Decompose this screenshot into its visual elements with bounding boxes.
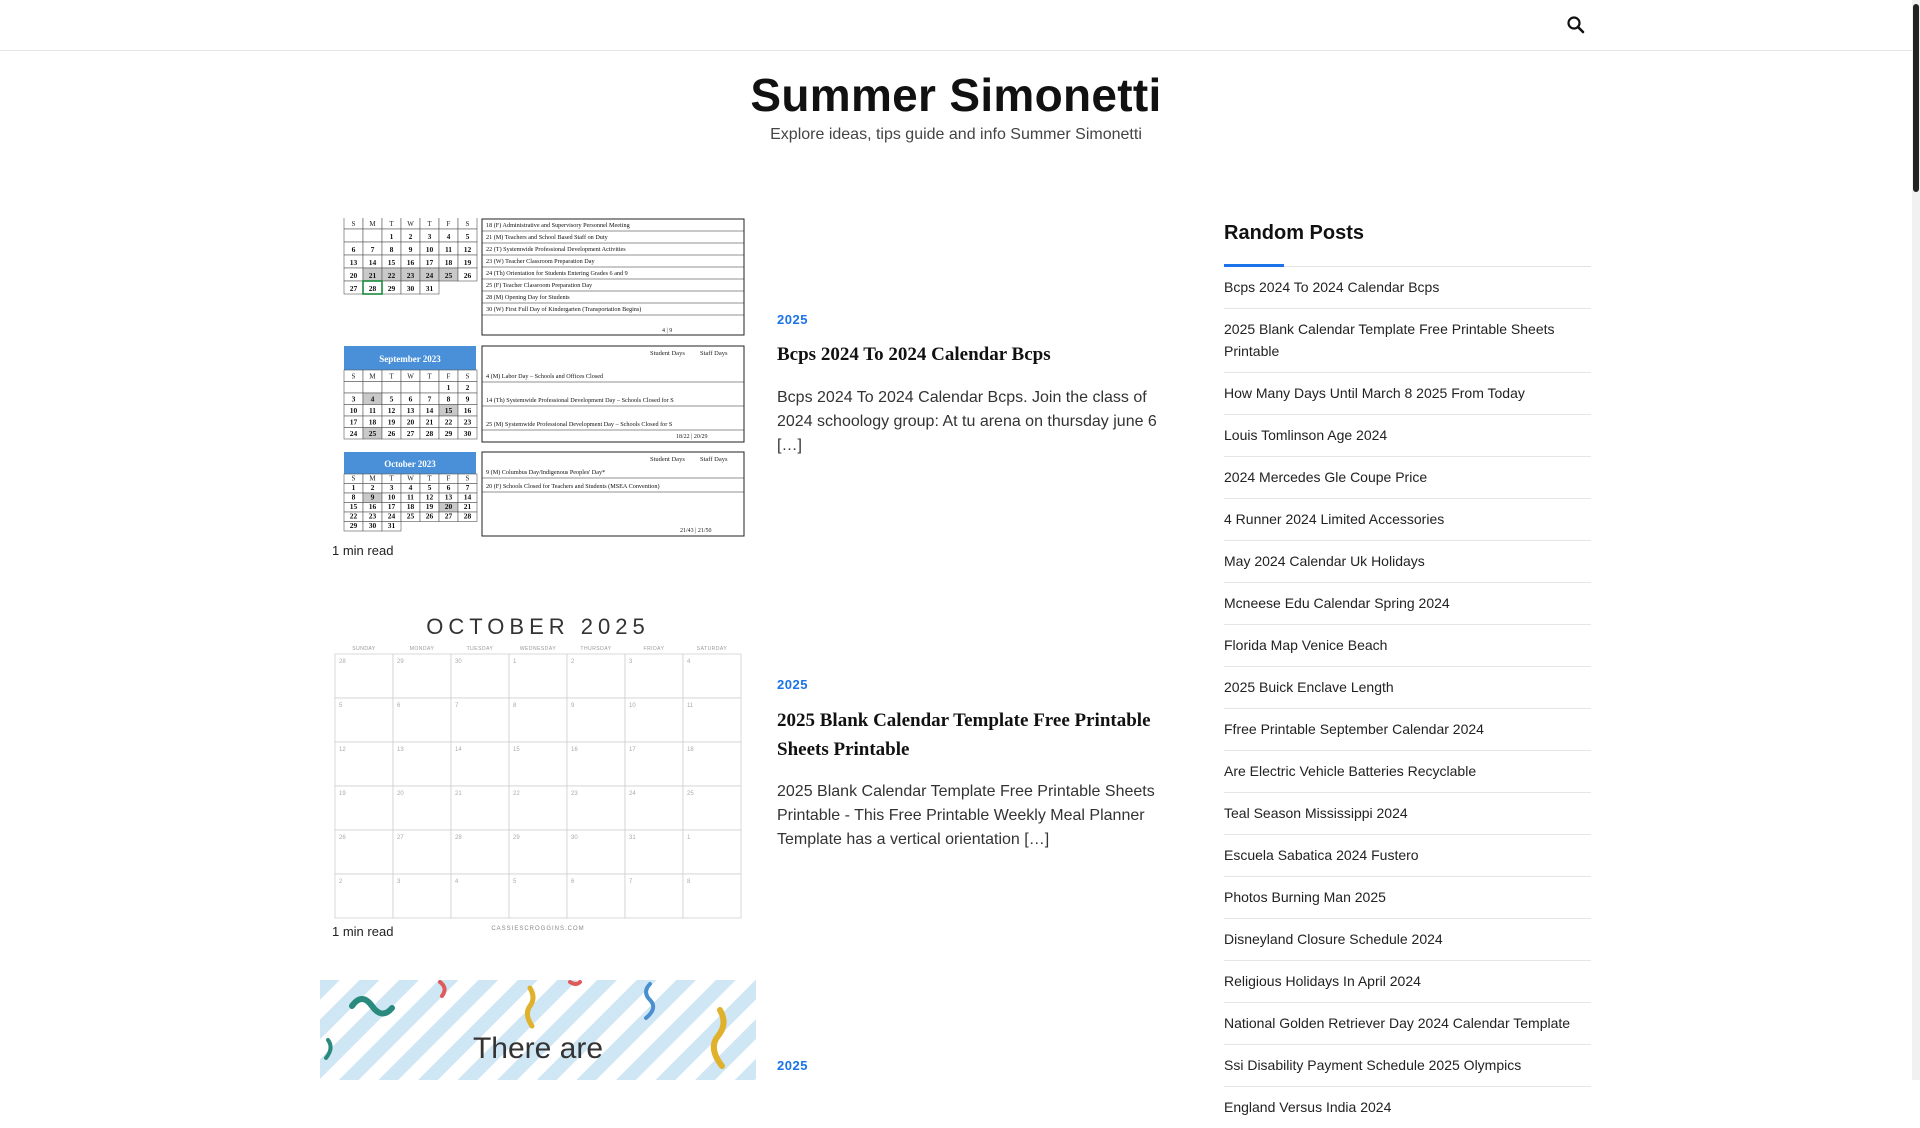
- random-post-link[interactable]: How Many Days Until March 8 2025 From Today: [1224, 373, 1591, 415]
- calendar-weekday-label: M: [369, 372, 376, 381]
- search-button[interactable]: [1564, 13, 1588, 37]
- event-row-text: 23 (W) Teacher Classroom Preparation Day: [486, 258, 595, 265]
- post-category-link[interactable]: 2025: [777, 1058, 808, 1073]
- event-row-text: 9 (M) Columbus Day/Indigenous Peoples' Day*: [486, 469, 606, 476]
- october-calendar-grid: [344, 474, 477, 531]
- calendar-day-number: 2: [370, 483, 375, 492]
- calendar-day-number: 16: [368, 502, 377, 511]
- calendar-image: [320, 218, 756, 538]
- blank-day-number: 27: [397, 835, 404, 841]
- calendar-day-number: 14: [368, 258, 377, 267]
- calendar-day-number: 5: [389, 394, 394, 404]
- random-post-link[interactable]: Mcneese Edu Calendar Spring 2024: [1224, 583, 1591, 625]
- calendar-day-number: 31: [387, 521, 396, 530]
- blank-day-cell: [567, 654, 625, 698]
- calendar-day-number: 6: [408, 394, 413, 404]
- calendar-day-number: 19: [425, 502, 434, 511]
- calendar-day-number: 10: [349, 406, 358, 415]
- blank-day-number: 22: [513, 791, 520, 797]
- calendar-day-number: 26: [425, 511, 434, 521]
- col-student-days-2: Student Days: [650, 456, 685, 463]
- october-events-table: [482, 469, 744, 492]
- september-calendar-grid: [344, 370, 477, 439]
- calendar-day-number: 24: [387, 511, 396, 521]
- blank-day-number: 18: [687, 747, 694, 753]
- blank-day-number: 12: [339, 747, 346, 753]
- calendar-day-number: 22: [444, 417, 453, 427]
- blank-weekday-label: SUNDAY: [352, 646, 376, 652]
- blank-day-number: 29: [397, 659, 404, 665]
- calendar-weekday-label: F: [446, 372, 451, 381]
- calendar-day-number: 27: [406, 429, 415, 438]
- sidebar-random-posts: [1224, 218, 1591, 1128]
- random-post-link[interactable]: Louis Tomlinson Age 2024: [1224, 415, 1591, 457]
- blank-day-number: 30: [455, 659, 462, 665]
- calendar-weekday-label: M: [369, 474, 376, 483]
- blank-day-cell: [567, 698, 625, 742]
- banner-image: [320, 980, 756, 1080]
- banner-text: There are: [472, 1032, 604, 1065]
- post-category-link[interactable]: 2025: [777, 677, 808, 692]
- blank-day-number: 6: [397, 703, 401, 709]
- post-excerpt: Bcps 2024 To 2024 Calendar Bcps. Join the class of 2024 schoology group: At tu arena on thursday june 6 […]: [777, 389, 1157, 454]
- calendar-day-number: 22: [349, 511, 358, 521]
- blank-day-number: 7: [629, 879, 633, 885]
- event-row-text: 18 (F) Administrative and Supervisory Personnel Meeting: [486, 222, 630, 229]
- blank-day-number: 30: [571, 835, 578, 841]
- blank-calendar-footer: CASSIESCROGGINS.COM: [491, 926, 585, 932]
- calendar-weekday-label: T: [427, 372, 432, 381]
- august-calendar-grid: [344, 218, 477, 294]
- blank-day-number: 21: [455, 791, 462, 797]
- calendar-day-number: 31: [425, 284, 434, 293]
- random-post-link[interactable]: Florida Map Venice Beach: [1224, 625, 1591, 667]
- calendar-day-number: 26: [387, 429, 396, 438]
- blank-day-number: 9: [571, 703, 575, 709]
- calendar-day-number: 1: [389, 232, 394, 241]
- post-category-link[interactable]: 2025: [777, 312, 808, 327]
- calendar-day-number: 3: [351, 394, 356, 404]
- calendar-day-number: 12: [463, 245, 472, 254]
- random-post-link[interactable]: 2024 Mercedes Gle Coupe Price: [1224, 457, 1591, 499]
- calendar-day-number: 23: [463, 417, 472, 427]
- calendar-day-number: 24: [425, 271, 434, 280]
- calendar-empty-cell: [363, 229, 382, 242]
- calendar-day-number: 4: [446, 232, 451, 241]
- random-post-link[interactable]: 2025 Buick Enclave Length: [1224, 667, 1591, 709]
- widget-title-rule: [1224, 264, 1591, 267]
- blank-day-number: 14: [455, 747, 462, 753]
- blank-day-cell: [335, 874, 393, 918]
- calendar-day-number: 26: [463, 271, 472, 280]
- post-thumbnail-banner[interactable]: [320, 980, 756, 1080]
- blank-day-number: 6: [571, 879, 575, 885]
- blank-day-number: 16: [571, 747, 578, 753]
- calendar-day-number: 20: [444, 502, 453, 511]
- blank-weekday-label: SATURDAY: [696, 646, 728, 652]
- calendar-weekday-label: T: [427, 220, 432, 228]
- blank-weekday-label: THURSDAY: [580, 646, 612, 652]
- calendar-day-number: 30: [463, 429, 472, 438]
- oct-counts: 21/43 | 21/50: [680, 528, 712, 534]
- blank-day-number: 3: [397, 879, 401, 885]
- blank-day-number: 17: [629, 747, 636, 753]
- calendar-day-number: 1: [351, 483, 356, 492]
- calendar-day-number: 5: [465, 232, 470, 241]
- blank-day-number: 23: [571, 791, 578, 797]
- calendar-day-number: 24: [349, 429, 358, 438]
- calendar-day-number: 19: [387, 417, 396, 427]
- blank-day-number: 11: [687, 703, 694, 709]
- post-thumbnail-blank-calendar[interactable]: [320, 600, 756, 936]
- random-post-link[interactable]: Religious Holidays In April 2024: [1224, 961, 1591, 1003]
- blank-day-number: 10: [629, 703, 636, 709]
- blank-day-cell: [683, 830, 741, 874]
- blank-day-number: 2: [571, 659, 575, 665]
- blank-day-cell: [567, 874, 625, 918]
- calendar-day-number: 17: [349, 417, 358, 427]
- calendar-day-number: 28: [368, 284, 377, 293]
- calendar-day-number: 16: [406, 258, 415, 267]
- blank-day-cell: [509, 698, 567, 742]
- calendar-day-number: 29: [387, 284, 396, 293]
- calendar-empty-cell: [363, 382, 382, 394]
- blank-day-cell: [393, 874, 451, 918]
- calendar-day-number: 15: [349, 502, 358, 511]
- post-read-time: 1 min read: [332, 924, 394, 939]
- calendar-day-number: 5: [427, 483, 432, 492]
- post-thumbnail-bcps-calendar[interactable]: [320, 218, 756, 538]
- calendar-weekday-label: F: [446, 220, 451, 228]
- calendar-day-number: 29: [444, 429, 453, 438]
- sep-counts: 18/22 | 20/29: [676, 434, 708, 440]
- event-row-text: 4 (M) Labor Day – Schools and Offices Closed: [486, 373, 604, 380]
- calendar-day-number: 25: [444, 271, 453, 280]
- calendar-day-number: 2: [465, 383, 470, 392]
- august-events-table: [482, 222, 744, 315]
- col-staff-days-1: Staff Days: [700, 350, 728, 357]
- calendar-day-number: 6: [446, 483, 451, 492]
- blank-day-cell: [451, 698, 509, 742]
- random-post-link[interactable]: National Golden Retriever Day 2024 Calendar Template: [1224, 1003, 1591, 1045]
- calendar-day-number: 21: [425, 417, 434, 427]
- blank-day-cell: [625, 654, 683, 698]
- blank-day-number: 4: [455, 879, 459, 885]
- random-post-link[interactable]: Are Electric Vehicle Batteries Recyclable: [1224, 751, 1591, 793]
- random-posts-list: [1224, 267, 1591, 1128]
- calendar-day-number: 21: [368, 271, 377, 280]
- random-post-link[interactable]: Photos Burning Man 2025: [1224, 877, 1591, 919]
- blank-day-cell: [683, 874, 741, 918]
- event-row-text: 14 (Th) Systemwide Professional Development Day – Schools Closed for S: [486, 397, 674, 404]
- calendar-day-number: 12: [387, 406, 396, 415]
- calendar-day-number: 27: [349, 284, 358, 293]
- blank-day-number: 4: [687, 659, 691, 665]
- calendar-day-number: 29: [349, 521, 358, 530]
- calendar-weekday-label: T: [389, 474, 394, 483]
- random-post-link[interactable]: England Versus India 2024: [1224, 1099, 1392, 1115]
- page-scrollbar-thumb[interactable]: [1913, 4, 1919, 192]
- blank-day-number: 20: [397, 791, 404, 797]
- blank-day-number: 29: [513, 835, 520, 841]
- september-events-table: [482, 373, 744, 430]
- calendar-day-number: 7: [465, 483, 470, 492]
- calendar-day-number: 20: [349, 271, 358, 280]
- blank-day-cell: [335, 698, 393, 742]
- blank-day-number: 26: [339, 835, 346, 841]
- random-post-link[interactable]: May 2024 Calendar Uk Holidays: [1224, 541, 1591, 583]
- calendar-day-number: 15: [444, 406, 453, 415]
- calendar-day-number: 7: [370, 245, 375, 254]
- blank-day-cell: [683, 654, 741, 698]
- calendar-weekday-label: T: [389, 372, 394, 381]
- calendar-weekday-label: M: [369, 220, 376, 228]
- calendar-weekday-label: F: [446, 474, 451, 483]
- blank-day-number: 15: [513, 747, 520, 753]
- blank-weekday-label: TUESDAY: [466, 646, 494, 652]
- calendar-empty-cell: [344, 382, 363, 394]
- blank-day-number: 8: [687, 879, 691, 885]
- calendar-day-number: 14: [463, 492, 472, 502]
- random-post-link[interactable]: Disneyland Closure Schedule 2024: [1224, 919, 1591, 961]
- calendar-weekday-label: T: [427, 474, 432, 483]
- calendar-day-number: 11: [444, 245, 453, 254]
- calendar-day-number: 28: [463, 511, 472, 521]
- calendar-day-number: 25: [368, 429, 377, 438]
- calendar-day-number: 13: [406, 406, 415, 415]
- calendar-weekday-label: S: [465, 372, 470, 381]
- blank-day-number: 5: [339, 703, 343, 709]
- event-row-text: 28 (M) Opening Day for Students: [486, 294, 570, 301]
- blank-day-cell: [509, 654, 567, 698]
- calendar-day-number: 1: [446, 383, 451, 392]
- calendar-day-number: 2: [408, 232, 413, 241]
- blank-day-number: 8: [513, 703, 517, 709]
- blank-calendar-image: [320, 600, 756, 936]
- calendar-day-number: 3: [389, 483, 394, 492]
- widget-title: Random Posts: [1224, 222, 1365, 244]
- calendar-day-number: 13: [444, 492, 453, 502]
- search-icon[interactable]: [1564, 13, 1588, 37]
- event-row-text: 30 (W) First Full Day of Kindergarten (Transportation Begins): [486, 306, 642, 313]
- calendar-day-number: 10: [425, 245, 434, 254]
- october-label: October 2023: [384, 459, 436, 469]
- random-post-link[interactable]: Bcps 2024 To 2024 Calendar Bcps: [1224, 267, 1591, 309]
- post-excerpt: 2025 Blank Calendar Template Free Printable Sheets Printable - This Free Printable Weekly Meal Planner Template has a vertical orientation […]: [777, 783, 1155, 848]
- blank-day-number: 25: [687, 791, 694, 797]
- random-post-link[interactable]: 4 Runner 2024 Limited Accessories: [1224, 499, 1591, 541]
- calendar-empty-cell: [344, 229, 363, 242]
- calendar-day-number: 10: [387, 492, 396, 502]
- calendar-weekday-label: S: [465, 220, 470, 228]
- col-student-days-1: Student Days: [650, 350, 685, 357]
- blank-day-cell: [393, 698, 451, 742]
- calendar-weekday-label: W: [407, 372, 414, 381]
- blank-day-number: 13: [397, 747, 404, 753]
- calendar-day-number: 18: [368, 417, 377, 427]
- random-post-link[interactable]: Teal Season Mississippi 2024: [1224, 793, 1591, 835]
- random-post-link[interactable]: Ssi Disability Payment Schedule 2025 Olympics: [1224, 1045, 1591, 1087]
- blank-weekday-label: FRIDAY: [643, 646, 665, 652]
- calendar-day-number: 16: [463, 406, 472, 415]
- calendar-day-number: 11: [368, 406, 377, 415]
- site-title[interactable]: Summer Simonetti: [750, 69, 1162, 121]
- blank-calendar-heading: OCTOBER 2025: [426, 614, 650, 639]
- calendar-empty-cell: [420, 382, 439, 394]
- calendar-day-number: 13: [349, 258, 358, 267]
- calendar-day-number: 18: [406, 502, 415, 511]
- calendar-day-number: 7: [427, 394, 432, 404]
- calendar-day-number: 9: [465, 394, 470, 404]
- blank-day-number: 24: [629, 791, 636, 797]
- random-post-link[interactable]: 2025 Blank Calendar Template Free Printable Sheets Printable: [1224, 309, 1591, 373]
- calendar-day-number: 14: [425, 406, 434, 415]
- site-tagline: Explore ideas, tips guide and info Summer Simonetti: [770, 126, 1142, 143]
- calendar-day-number: 3: [427, 232, 432, 241]
- calendar-weekday-label: W: [407, 474, 414, 483]
- calendar-day-number: 19: [463, 258, 472, 267]
- calendar-empty-cell: [401, 382, 420, 394]
- calendar-day-number: 22: [387, 271, 396, 280]
- blank-weekday-label: MONDAY: [409, 646, 435, 652]
- blank-day-number: 28: [455, 835, 462, 841]
- calendar-day-number: 17: [387, 502, 396, 511]
- calendar-weekday-label: S: [351, 372, 356, 381]
- event-row-text: 22 (T) Systemwide Professional Development Activities: [486, 246, 626, 253]
- blank-day-number: 19: [339, 791, 346, 797]
- blank-day-number: 1: [687, 835, 691, 841]
- blank-day-number: 31: [629, 835, 636, 841]
- calendar-weekday-label: W: [407, 220, 414, 228]
- calendar-day-number: 8: [446, 394, 451, 404]
- event-row-text: 21 (M) Teachers and School Based Staff on Duty: [486, 234, 608, 241]
- calendar-day-number: 17: [425, 258, 434, 267]
- blank-day-number: 1: [513, 659, 517, 665]
- blank-calendar-weekdays: [352, 646, 727, 652]
- random-post-link[interactable]: Ffree Printable September Calendar 2024: [1224, 709, 1591, 751]
- calendar-day-number: 8: [351, 492, 356, 502]
- widget-title-accent: [1224, 264, 1284, 267]
- calendar-day-number: 9: [370, 492, 375, 502]
- calendar-day-number: 21: [463, 502, 472, 511]
- calendar-weekday-label: S: [351, 220, 356, 228]
- blank-day-number: 28: [339, 659, 346, 665]
- random-post-link[interactable]: Escuela Sabatica 2024 Fustero: [1224, 835, 1591, 877]
- september-label: September 2023: [379, 354, 441, 364]
- post-read-time: 1 min read: [332, 543, 394, 558]
- event-row-text: 24 (Th) Orientation for Students Entering Grades 6 and 9: [486, 270, 628, 277]
- blank-day-number: 2: [339, 879, 343, 885]
- blank-day-number: 5: [513, 879, 517, 885]
- calendar-day-number: 6: [351, 245, 356, 254]
- blank-day-cell: [625, 874, 683, 918]
- calendar-day-number: 4: [408, 483, 413, 492]
- calendar-day-number: 11: [406, 492, 415, 502]
- col-staff-days-2: Staff Days: [700, 456, 728, 463]
- blank-day-number: 3: [629, 659, 633, 665]
- calendar-empty-cell: [382, 382, 401, 394]
- calendar-day-number: 30: [368, 521, 377, 530]
- calendar-day-number: 30: [406, 284, 415, 293]
- blank-calendar-grid: [335, 654, 741, 918]
- calendar-weekday-label: T: [389, 220, 394, 228]
- calendar-day-number: 23: [368, 511, 377, 521]
- calendar-day-number: 20: [406, 417, 415, 427]
- event-row-text: 25 (F) Teacher Classroom Preparation Day: [486, 282, 593, 289]
- calendar-day-number: 12: [425, 492, 434, 502]
- blank-weekday-label: WEDNESDAY: [519, 646, 557, 652]
- blank-day-cell: [509, 874, 567, 918]
- event-row-text: 25 (M) Systemwide Professional Development Day – Schools Closed for S: [486, 421, 673, 428]
- calendar-day-number: 28: [425, 429, 434, 438]
- calendar-day-number: 9: [408, 245, 413, 254]
- post-title-link[interactable]: Bcps 2024 To 2024 Calendar Bcps: [777, 344, 1051, 365]
- calendar-weekday-label: S: [465, 474, 470, 483]
- calendar-day-number: 18: [444, 258, 453, 267]
- aug-counts: 4 | 9: [662, 328, 673, 334]
- calendar-day-number: 27: [444, 511, 453, 521]
- blank-day-cell: [451, 874, 509, 918]
- post-title-link[interactable]: 2025 Blank Calendar Template Free Printable Sheets Printable: [777, 710, 1151, 760]
- calendar-day-number: 4: [370, 394, 375, 404]
- event-row-text: 20 (F) Schools Closed for Teachers and Students (MSEA Convention): [486, 483, 660, 490]
- calendar-day-number: 25: [406, 511, 415, 521]
- calendar-day-number: 23: [406, 271, 415, 280]
- calendar-day-number: 15: [387, 258, 396, 267]
- blank-day-number: 7: [455, 703, 459, 709]
- top-navbar: [0, 0, 1912, 51]
- calendar-day-number: 8: [389, 245, 394, 254]
- calendar-weekday-label: S: [351, 474, 356, 483]
